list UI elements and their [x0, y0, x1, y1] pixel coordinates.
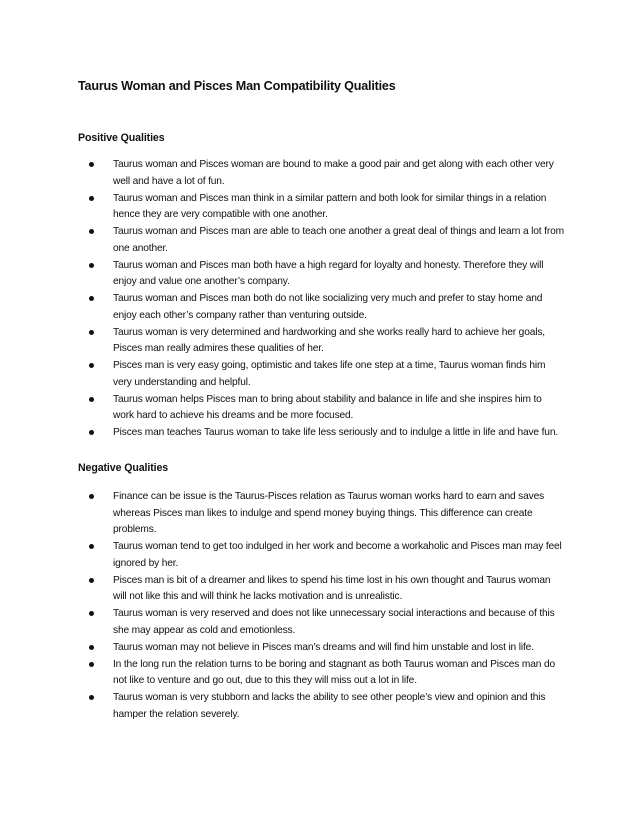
list-item — [0, 606, 638, 639]
list-item — [0, 157, 638, 190]
bullet-icon — [89, 162, 94, 167]
positive-qualities-heading: Positive Qualities — [78, 132, 165, 144]
list-item-text: Taurus woman and Pisces woman are bound to make a good pair and get along with each other very well and have a lot of fun. — [113, 159, 554, 187]
list-item-text: Taurus woman and Pisces man both have a high regard for loyalty and honesty. Therefore they will enjoy and value one another’s company. — [113, 259, 544, 287]
list-item — [0, 640, 638, 657]
list-item-text: In the long run the relation turns to be boring and stagnant as both Taurus woman and Pisces man do not like to venture and go out, due to this they will miss out a lot in life. — [113, 658, 555, 686]
negative-qualities-list — [0, 489, 638, 724]
bullet-icon — [89, 196, 94, 201]
bullet-icon — [89, 430, 94, 435]
bullet-icon — [89, 544, 94, 549]
list-item — [0, 573, 638, 606]
document-title: Taurus Woman and Pisces Man Compatibility Qualities — [78, 79, 396, 93]
list-item — [0, 191, 638, 224]
list-item — [0, 224, 638, 257]
list-item-text: Pisces man is very easy going, optimistic and takes life one step at a time, Taurus woman finds him very understanding and helpful. — [113, 360, 546, 388]
list-item-text: Pisces man teaches Taurus woman to take life less seriously and to indulge a little in life and have fun. — [113, 427, 559, 438]
bullet-icon — [89, 229, 94, 234]
list-item-text: Taurus woman and Pisces man both do not like socializing very much and prefer to stay home and enjoy each other’s company rather than venturing outside. — [113, 293, 543, 321]
list-item — [0, 425, 638, 442]
bullet-icon — [89, 578, 94, 583]
list-item — [0, 291, 638, 324]
list-item-text: Taurus woman is very reserved and does not like unnecessary social interactions and because of this she may appear as cold and emotionless. — [113, 608, 555, 636]
list-item-text: Taurus woman is very stubborn and lacks the ability to see other people’s view and opinion and this hamper the relation severely. — [113, 692, 546, 720]
list-item-text: Taurus woman and Pisces man are able to teach one another a great deal of things and learn a lot from one another. — [113, 226, 564, 254]
list-item — [0, 690, 638, 723]
positive-qualities-list — [0, 157, 638, 442]
bullet-icon — [89, 662, 94, 667]
list-item — [0, 325, 638, 358]
list-item — [0, 392, 638, 425]
list-item — [0, 489, 638, 539]
list-item-text: Pisces man is bit of a dreamer and likes to spend his time lost in his own thought and Taurus woman will not like this and will think he lacks motivation and is unrealistic. — [113, 574, 551, 602]
negative-qualities-heading: Negative Qualities — [78, 462, 169, 474]
bullet-icon — [89, 645, 94, 650]
bullet-icon — [89, 397, 94, 402]
list-item — [0, 358, 638, 391]
list-item-text: Taurus woman helps Pisces man to bring about stability and balance in life and she inspires him to work hard to achieve his dreams and be more focused. — [113, 393, 542, 421]
bullet-icon — [89, 263, 94, 268]
bullet-icon — [89, 363, 94, 368]
bullet-icon — [89, 296, 94, 301]
list-item-text: Taurus woman may not believe in Pisces man’s dreams and will find him unstable and lost in life. — [113, 641, 534, 653]
list-item — [0, 258, 638, 291]
list-item-text: Taurus woman and Pisces man think in a similar pattern and both look for similar things in a relation hence they are very compatible with one another. — [113, 192, 547, 220]
bullet-icon — [89, 330, 94, 335]
list-item — [0, 539, 638, 572]
list-item-text: Taurus woman is very determined and hardworking and she works really hard to achieve her goals, Pisces man really admires these qualities of her. — [113, 326, 545, 354]
list-item-text: Taurus woman tend to get too indulged in her work and become a workaholic and Pisces man may feel ignored by her. — [113, 541, 562, 569]
bullet-icon — [89, 494, 94, 499]
bullet-icon — [89, 695, 94, 700]
bullet-icon — [89, 611, 94, 616]
list-item — [0, 657, 638, 690]
list-item-text: Finance can be issue is the Taurus-Pisces relation as Taurus woman works hard to earn and saves whereas Pisces man likes to indulge and spend money buying things. This difference can create problems. — [113, 491, 545, 535]
